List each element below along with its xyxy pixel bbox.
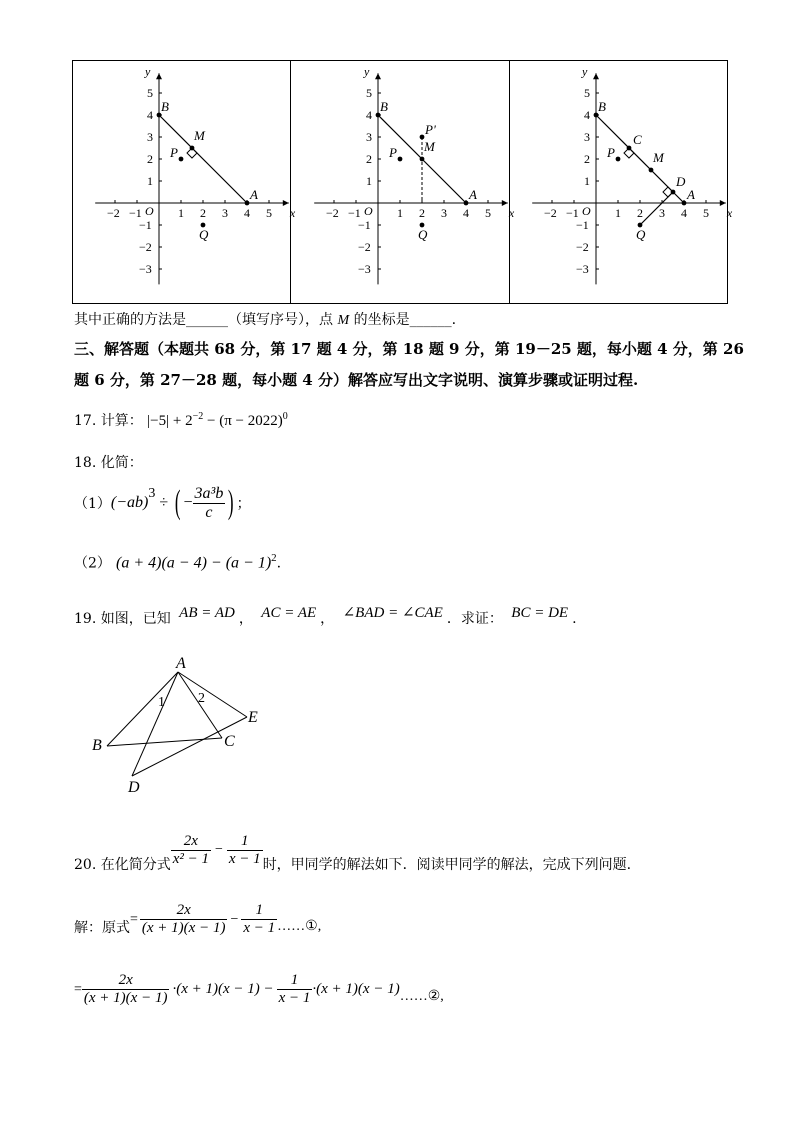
var-m: M: [337, 313, 350, 328]
point-label: P: [389, 145, 397, 160]
x-tick-label: −2: [544, 206, 557, 220]
q20-step2-frac-1: $\frac{2x}{(x + 1)(x - 1)}$: [83, 972, 168, 1006]
segment-ae: [178, 672, 247, 717]
q20-intro: 20. 在化简分式: [74, 857, 171, 873]
x-tick-label: 2: [200, 206, 206, 220]
point-a: [682, 201, 687, 206]
segment-ad: [132, 672, 178, 776]
x-axis-label: x: [726, 206, 733, 220]
q18-p1-left: (−ab): [110, 494, 149, 511]
question-18-part2: （2） $(a + 4)(a - 4) - (a - 1)^2$.: [74, 552, 282, 572]
x-tick-label: −1: [348, 206, 361, 220]
x-tick-label: 3: [222, 206, 228, 220]
point-label: Q: [418, 227, 428, 242]
q18-p1-label: （1）: [74, 496, 111, 512]
point-label: Q: [636, 227, 646, 242]
q20-step2-frac-2: $\frac{1}{x - 1}$: [278, 972, 311, 1006]
y-tick-label: 3: [366, 130, 372, 144]
x-tick-label: 5: [703, 206, 709, 220]
x-tick-label: 3: [659, 206, 665, 220]
x-tick-label: −2: [326, 206, 339, 220]
point-a: [464, 201, 469, 206]
point-label: M: [424, 139, 435, 154]
section-three-heading: [74, 338, 744, 390]
q20-solution-step-2: = $\frac{2x}{(x + 1)(x - 1)}$ ·(x + 1)(x − 1) − $\frac{1}{x - 1}$ ·(x + 1)(x − 1) ……②,: [74, 972, 444, 1006]
y-tick-label: 2: [366, 152, 372, 166]
y-tick-label: 5: [584, 86, 590, 100]
fill-text-1: 其中正确的方法是______（填写序号），点: [74, 312, 338, 328]
y-tick-label: 1: [147, 174, 153, 188]
y-tick-label: 3: [584, 130, 590, 144]
point-d: [671, 190, 676, 195]
q17-expr: $|-5| + 2^{-2} - (\pi - 2022)^0$: [147, 411, 288, 429]
point-label: A: [469, 187, 477, 202]
origin-label: O: [145, 204, 154, 218]
point-p: [179, 157, 184, 162]
segment-ab: [107, 672, 178, 746]
angle-1-label: 1: [158, 695, 165, 710]
origin-label: O: [582, 204, 591, 218]
q19-cond-1: AB = AD: [179, 605, 235, 621]
q20-step1-frac-1: $\frac{2x}{(x + 1)(x - 1)}$: [141, 902, 226, 936]
label-e: E: [248, 709, 258, 726]
x-tick-label: −2: [107, 206, 120, 220]
y-tick-label: −3: [358, 262, 371, 276]
x-tick-label: 1: [397, 206, 403, 220]
x-tick-label: 1: [178, 206, 184, 220]
y-tick-label: 5: [366, 86, 372, 100]
point-label: D: [676, 174, 686, 189]
y-tick-label: −3: [139, 262, 152, 276]
x-axis-label: x: [289, 206, 296, 220]
q19-cond-2: AC = AE: [261, 605, 317, 621]
q19-cond-3: ∠BAD = ∠CAE: [342, 605, 443, 621]
question-18-label: 18. 化简：: [74, 455, 143, 471]
x-tick-label: 4: [244, 206, 250, 220]
y-tick-label: −1: [358, 218, 371, 232]
q19-goal: BC = DE: [511, 605, 569, 621]
x-tick-label: 2: [637, 206, 643, 220]
x-tick-label: 4: [681, 206, 687, 220]
q20-step1-marker: ……①,: [277, 919, 322, 934]
point-a: [245, 201, 250, 206]
q18-p2-label: （2）: [74, 555, 111, 572]
q20-step2-mid: ·(x + 1)(x − 1) −: [172, 981, 274, 997]
question-18-part1: （1） (−ab) 3 ÷ ( − $\frac{\text{3a³b}}{c}$ ) ；: [74, 484, 251, 521]
x-tick-label: 3: [441, 206, 447, 220]
point-label: P: [170, 145, 178, 160]
y-tick-label: 1: [584, 174, 590, 188]
x-tick-label: −1: [129, 206, 142, 220]
q20-step2-end: ·(x + 1)(x − 1): [312, 981, 400, 997]
q20-step1-frac-2: $\frac{1}{x - 1}$: [243, 902, 276, 936]
x-tick-label: 2: [419, 206, 425, 220]
y-tick-label: 2: [147, 152, 153, 166]
y-axis-arrow: [375, 73, 381, 79]
q19-prove: ．求证：: [446, 611, 503, 627]
q18-p1-div: ÷: [159, 494, 169, 511]
point-m: [190, 146, 195, 151]
point-label: A: [250, 187, 258, 202]
point-label: B: [380, 99, 388, 114]
x-tick-label: 5: [266, 206, 272, 220]
y-tick-label: 2: [584, 152, 590, 166]
point-label: Q: [199, 227, 209, 242]
y-tick-label: 4: [147, 108, 153, 122]
y-tick-label: −2: [139, 240, 152, 254]
x-tick-label: −1: [566, 206, 579, 220]
fill-text-2: 的坐标是______.: [349, 312, 457, 328]
x-axis-arrow: [283, 200, 289, 206]
origin-label: O: [364, 204, 373, 218]
point-m: [649, 168, 654, 173]
fill-blank-line: [74, 309, 456, 329]
x-axis-arrow: [720, 200, 726, 206]
q20-tail: 时，甲同学的解法如下．阅读甲同学的解法，完成下列问题.: [262, 857, 632, 873]
point-p: [398, 157, 403, 162]
point-m: [420, 157, 425, 162]
point-label: M: [194, 128, 205, 143]
question-19: 19. 如图，已知 AB = AD ， AC = AE ， ∠BAD = ∠CAE ．求证： BC = DE .: [74, 605, 577, 627]
y-axis-label: y: [582, 64, 588, 79]
y-tick-label: −3: [576, 262, 589, 276]
y-tick-label: −1: [576, 218, 589, 232]
x-axis-label: x: [508, 206, 515, 220]
q17-label: 17. 计算：: [74, 413, 143, 429]
point-label: B: [161, 99, 169, 114]
q18-p2-exp: 2: [271, 552, 277, 564]
q19-intro: 19. 如图，已知: [74, 611, 171, 627]
q20-frac-2: $\frac{1}{x - 1}$: [228, 832, 261, 867]
point-label: P: [607, 145, 615, 160]
point-label: A: [687, 187, 695, 202]
x-axis-arrow: [502, 200, 508, 206]
y-tick-label: 4: [584, 108, 590, 122]
y-tick-label: −1: [139, 218, 152, 232]
y-axis-label: y: [145, 64, 151, 79]
y-tick-label: −2: [358, 240, 371, 254]
coordinate-graphs: [0, 0, 800, 310]
angle-2-label: 2: [198, 691, 205, 706]
y-axis-arrow: [593, 73, 599, 79]
point-label: B: [598, 99, 606, 114]
point-c: [627, 146, 632, 151]
point-label: M: [653, 150, 664, 165]
q20-solution-step-1: 解：原式 = $\frac{2x}{(x + 1)(x - 1)}$ − $\frac{1}{x - 1}$ ……①,: [74, 902, 322, 936]
x-tick-label: 4: [463, 206, 469, 220]
q20-frac-1: $\frac{2x}{\text{x² − 1}}$: [172, 832, 209, 867]
label-a: A: [176, 655, 186, 672]
question-20: 20. 在化简分式 $\frac{2x}{\text{x² − 1}}$ − $\frac{1}{x - 1}$ 时，甲同学的解法如下．阅读甲同学的解法，完成下列问题.: [74, 832, 632, 873]
y-axis-arrow: [156, 73, 162, 79]
q18-p2-expr: (a + 4)(a − 4) − (a − 1): [116, 554, 272, 572]
label-d: D: [128, 779, 140, 796]
question-17: [74, 410, 288, 430]
q20-sol-label: 解：原式: [74, 919, 130, 936]
y-tick-label: 3: [147, 130, 153, 144]
q18-p1-end: ；: [236, 496, 251, 512]
x-tick-label: 1: [615, 206, 621, 220]
label-c: C: [224, 733, 235, 750]
point-label: P': [425, 122, 436, 137]
y-tick-label: 1: [366, 174, 372, 188]
y-axis-label: y: [364, 64, 370, 79]
y-tick-label: 5: [147, 86, 153, 100]
q18-p1-fraction: $\frac{\text{3a³b}}{c}$: [194, 484, 224, 521]
point-p: [616, 157, 621, 162]
y-tick-label: −2: [576, 240, 589, 254]
triangle-figure: [80, 650, 280, 800]
section-line-1: 三、解答题（本题共 68 分，第 17 题 4 分，第 18 题 9 分，第 19－25 题，每小题 4 分，第 26: [74, 340, 744, 358]
q20-step2-marker: ……②,: [399, 989, 444, 1004]
x-tick-label: 5: [485, 206, 491, 220]
label-b: B: [92, 737, 102, 754]
point-label: C: [633, 132, 642, 147]
q18-p1-exp: 3: [148, 486, 156, 501]
section-line-2: 题 6 分，第 27－28 题，每小题 4 分）解答应写出文字说明、演算步骤或证明过程.: [74, 371, 639, 389]
y-tick-label: 4: [366, 108, 372, 122]
